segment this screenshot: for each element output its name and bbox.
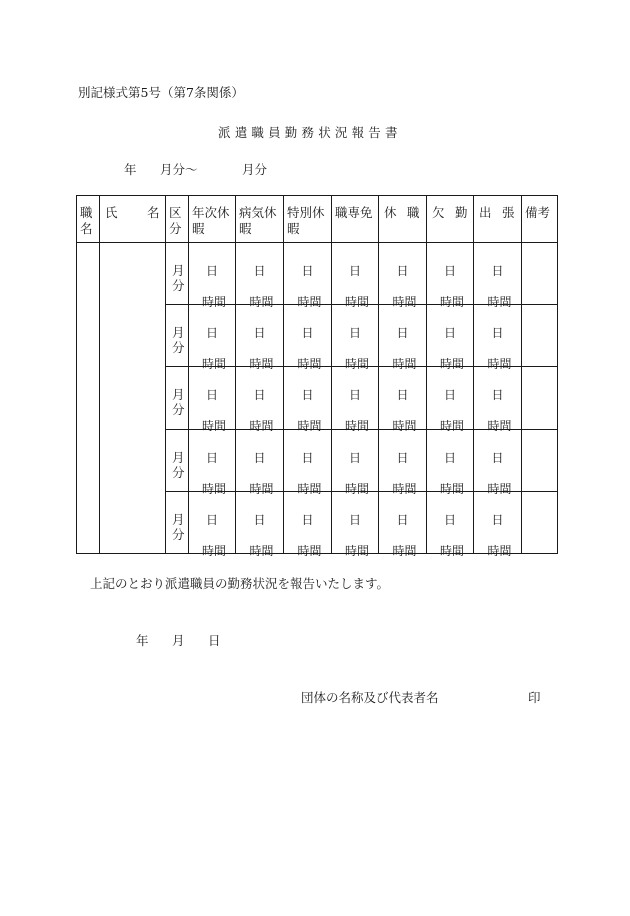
day-unit: 日 xyxy=(396,388,409,403)
leave-entry-cell[interactable] xyxy=(474,429,522,496)
day-unit: 日 xyxy=(443,388,456,403)
period-year: 年 xyxy=(124,162,137,177)
hour-unit: 時間 xyxy=(439,543,464,558)
day-unit: 日 xyxy=(205,388,218,403)
leave-entry-cell[interactable] xyxy=(474,367,522,434)
hour-unit: 時間 xyxy=(439,295,464,310)
hour-unit: 時間 xyxy=(297,481,322,496)
header-row xyxy=(77,196,558,243)
day-unit: 日 xyxy=(396,326,409,341)
header-absence: 欠 勤 xyxy=(427,196,474,243)
header-special-leave: 特別休 暇 xyxy=(284,196,332,243)
day-unit: 日 xyxy=(253,264,266,279)
day-unit: 日 xyxy=(348,264,361,279)
hour-unit: 時間 xyxy=(201,543,226,558)
leave-entry-cell[interactable] xyxy=(284,429,332,496)
hour-unit: 時間 xyxy=(201,357,226,372)
leave-entry-cell[interactable] xyxy=(189,367,236,434)
hour-unit: 時間 xyxy=(249,419,274,434)
hour-unit: 時間 xyxy=(392,357,417,372)
leave-entry-cell[interactable] xyxy=(332,491,379,558)
day-unit: 日 xyxy=(253,326,266,341)
leave-entry-cell[interactable] xyxy=(379,243,427,310)
month-label-cell: 月 分 xyxy=(166,367,189,429)
day-unit: 日 xyxy=(491,512,504,527)
seal-mark: 印 xyxy=(528,690,541,705)
leave-entry-cell[interactable] xyxy=(236,367,284,434)
header-sick-leave: 病気休 暇 xyxy=(236,196,284,243)
hour-unit: 時間 xyxy=(201,419,226,434)
leave-entry-cell[interactable] xyxy=(284,305,332,372)
hour-unit: 時間 xyxy=(487,419,512,434)
day-unit: 日 xyxy=(491,326,504,341)
day-unit: 日 xyxy=(443,450,456,465)
day-unit: 日 xyxy=(348,326,361,341)
month-label-cell: 月 分 xyxy=(166,305,189,367)
leave-entry-cell[interactable] xyxy=(189,243,236,310)
leave-entry-cell[interactable] xyxy=(332,243,379,310)
header-position: 職 名 xyxy=(77,196,100,243)
day-unit: 日 xyxy=(205,450,218,465)
header-exempt: 職専免 xyxy=(332,196,379,243)
remarks-cell[interactable] xyxy=(522,491,558,553)
hour-unit: 時間 xyxy=(487,481,512,496)
hour-unit: 時間 xyxy=(344,481,369,496)
date-year: 年 xyxy=(136,633,149,648)
leave-entry-cell[interactable] xyxy=(236,491,284,558)
leave-entry-cell[interactable] xyxy=(474,491,522,558)
hour-unit: 時間 xyxy=(201,295,226,310)
leave-entry-cell[interactable] xyxy=(379,491,427,558)
hour-unit: 時間 xyxy=(439,481,464,496)
month-label-cell: 月 分 xyxy=(166,491,189,553)
leave-entry-cell[interactable] xyxy=(474,243,522,310)
header-business-trip: 出 張 xyxy=(474,196,522,243)
day-unit: 日 xyxy=(396,512,409,527)
period-month-to: 月分 xyxy=(242,162,268,177)
position-cell[interactable] xyxy=(77,243,100,554)
header-annual-leave: 年次休 暇 xyxy=(189,196,236,243)
leave-entry-cell[interactable] xyxy=(332,305,379,372)
day-unit: 日 xyxy=(301,450,314,465)
closing-statement: 上記のとおり派遣職員の勤務状況を報告いたします。 xyxy=(90,576,390,591)
remarks-cell[interactable] xyxy=(522,243,558,305)
data-row xyxy=(77,243,558,305)
leave-entry-cell[interactable] xyxy=(284,243,332,310)
hour-unit: 時間 xyxy=(487,543,512,558)
hour-unit: 時間 xyxy=(344,419,369,434)
leave-entry-cell[interactable] xyxy=(236,243,284,310)
hour-unit: 時間 xyxy=(201,481,226,496)
hour-unit: 時間 xyxy=(297,357,322,372)
day-unit: 日 xyxy=(205,264,218,279)
day-unit: 日 xyxy=(491,388,504,403)
leave-entry-cell[interactable] xyxy=(474,305,522,372)
form-label: 別記様式第5号（第7条関係） xyxy=(78,85,244,100)
status-report-table xyxy=(76,195,558,558)
remarks-cell[interactable] xyxy=(522,429,558,491)
day-unit: 日 xyxy=(396,450,409,465)
day-unit: 日 xyxy=(205,512,218,527)
date-month: 月 xyxy=(172,633,185,648)
remarks-cell[interactable] xyxy=(522,305,558,367)
leave-entry-cell[interactable] xyxy=(189,429,236,496)
day-unit: 日 xyxy=(301,388,314,403)
name-cell[interactable] xyxy=(100,243,166,554)
hour-unit: 時間 xyxy=(344,295,369,310)
hour-unit: 時間 xyxy=(249,481,274,496)
day-unit: 日 xyxy=(348,450,361,465)
leave-entry-cell[interactable] xyxy=(236,429,284,496)
hour-unit: 時間 xyxy=(344,543,369,558)
leave-entry-cell[interactable] xyxy=(332,367,379,434)
hour-unit: 時間 xyxy=(297,419,322,434)
header-remarks: 備考 xyxy=(522,196,558,243)
organization-representative-label: 団体の名称及び代表者名 xyxy=(301,690,439,705)
leave-entry-cell[interactable] xyxy=(427,305,474,372)
day-unit: 日 xyxy=(253,512,266,527)
month-label-cell: 月 分 xyxy=(166,243,189,305)
leave-entry-cell[interactable] xyxy=(236,305,284,372)
day-unit: 日 xyxy=(205,326,218,341)
hour-unit: 時間 xyxy=(392,419,417,434)
leave-entry-cell[interactable] xyxy=(284,367,332,434)
hour-unit: 時間 xyxy=(439,357,464,372)
leave-entry-cell[interactable] xyxy=(332,429,379,496)
leave-entry-cell[interactable] xyxy=(379,367,427,434)
month-label-cell: 月 分 xyxy=(166,429,189,491)
hour-unit: 時間 xyxy=(487,357,512,372)
hour-unit: 時間 xyxy=(392,295,417,310)
leave-entry-cell[interactable] xyxy=(189,305,236,372)
hour-unit: 時間 xyxy=(249,295,274,310)
leave-entry-cell[interactable] xyxy=(427,243,474,310)
leave-entry-cell[interactable] xyxy=(189,491,236,558)
leave-entry-cell[interactable] xyxy=(379,305,427,372)
hour-unit: 時間 xyxy=(392,481,417,496)
day-unit: 日 xyxy=(396,264,409,279)
leave-entry-cell[interactable] xyxy=(427,367,474,434)
day-unit: 日 xyxy=(443,326,456,341)
header-name: 氏 名 xyxy=(100,196,166,243)
day-unit: 日 xyxy=(301,264,314,279)
leave-entry-cell[interactable] xyxy=(427,491,474,558)
day-unit: 日 xyxy=(301,326,314,341)
hour-unit: 時間 xyxy=(249,357,274,372)
document-title: 派遣職員勤務状況報告書 xyxy=(218,125,402,140)
day-unit: 日 xyxy=(443,264,456,279)
hour-unit: 時間 xyxy=(297,295,322,310)
day-unit: 日 xyxy=(348,512,361,527)
hour-unit: 時間 xyxy=(487,295,512,310)
day-unit: 日 xyxy=(491,450,504,465)
hour-unit: 時間 xyxy=(439,419,464,434)
header-leave-of-absence: 休 職 xyxy=(379,196,427,243)
day-unit: 日 xyxy=(253,450,266,465)
hour-unit: 時間 xyxy=(344,357,369,372)
day-unit: 日 xyxy=(301,512,314,527)
leave-entry-cell[interactable] xyxy=(427,429,474,496)
hour-unit: 時間 xyxy=(392,543,417,558)
leave-entry-cell[interactable] xyxy=(284,491,332,558)
hour-unit: 時間 xyxy=(297,543,322,558)
date-day: 日 xyxy=(208,633,221,648)
day-unit: 日 xyxy=(491,264,504,279)
hour-unit: 時間 xyxy=(249,543,274,558)
header-category: 区 分 xyxy=(166,196,189,243)
remarks-cell[interactable] xyxy=(522,367,558,429)
period-month-from: 月分～ xyxy=(160,162,198,177)
day-unit: 日 xyxy=(348,388,361,403)
day-unit: 日 xyxy=(443,512,456,527)
day-unit: 日 xyxy=(253,388,266,403)
leave-entry-cell[interactable] xyxy=(379,429,427,496)
